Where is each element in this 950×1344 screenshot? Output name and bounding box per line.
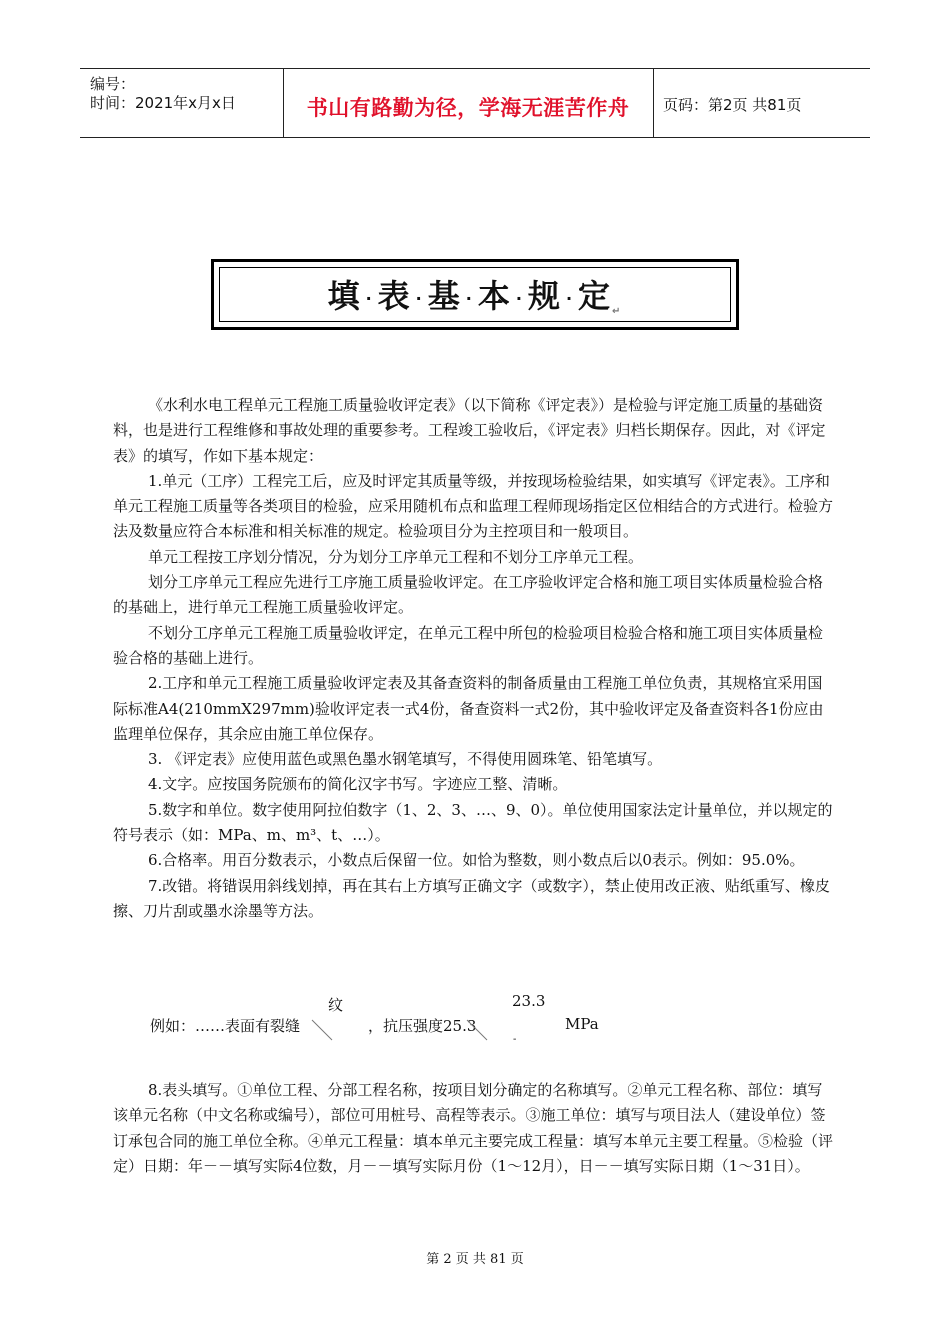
example-middle: ，抗压强度25.3 [368,1017,477,1035]
page-footer: 第 2 页 共 81 页 [426,1252,524,1267]
strike-slash-icon [465,1018,495,1043]
example-mark: - [513,1034,517,1045]
intro-paragraph: 《水利水电工程单元工程施工质量验收评定表》（以下简称《评定表》）是检验与评定施工质量的基础资料，也是进行工程维修和事故处理的重要参考。工程竣工验收后，《评定表》归档长期保存。因此，对《评定表》的填写，作如下基本规定： [113,396,826,465]
page-header [80,68,870,138]
header-page-cell [653,69,870,137]
rule-paragraph: 划分工序单元工程应先进行工序施工质量验收评定。在工序验收评定合格和施工项目实体质量检验合格的基础上，进行单元工程施工质量验收评定。 [113,573,824,617]
document-time-label: 时间：2021年x月x日 [90,94,236,112]
title-char: 表 [377,277,412,315]
example-prefix: 例如：……表面有裂缝 [150,1017,301,1035]
rule-paragraph: 4.文字。应按国务院颁布的简化汉字书写。字迹应工整、清晰。 [148,775,568,794]
rule-paragraph: 3. 《评定表》应使用蓝色或黑色墨水钢笔填写，不得使用圆珠笔、铅笔填写。 [148,750,663,769]
rule-paragraph: 单元工程按工序划分情况，分为划分工序单元工程和不划分工序单元工程。 [148,547,644,566]
header-motto-cell [283,69,654,137]
title-frame [211,259,739,330]
header-motto: 书山有路勤为径，学海无涯苦作舟 [306,96,630,120]
correction-example [150,990,650,1050]
title-char: 规 [527,277,562,315]
rules-body-continued [113,1078,835,1179]
rule-paragraph: 6.合格率。用百分数表示，小数点后保留一位。如恰为整数，则小数点后以0表示。例如：95.0%。 [148,851,805,870]
rule-paragraph: 5.数字和单位。数字使用阿拉伯数字（1、2、3、…、9、0）。单位使用国家法定计量单位，并以规定的符号表示（如：MPa、m、m³、t、…）。 [113,800,833,845]
rule-paragraph: 不划分工序单元工程施工质量验收评定，在单元工程中所包的检验项目检验合格和施工项目实体质量检验合格的基础上进行。 [113,623,824,667]
title-char: 基 [427,277,462,315]
title-char: 定 [578,277,613,315]
strike-slash-icon [310,1018,340,1043]
title-char: 填 [327,277,362,315]
rule-paragraph: 2.工序和单元工程施工质量验收评定表及其备查资料的制备质量由工程施工单位负责，其规格宜采用国际标准A4(210mmX297mm)验收评定表一式4份，备查资料一式2份，其中验收评定及备查资料各1份应由监理单位保存，其余应由施工单位保存。 [113,674,824,743]
rule-paragraph: 7.改错。将错误用斜线划掉，再在其右上方填写正确文字（或数字），禁止使用改正液、贴纸重写、橡皮擦、刀片刮或墨水涂墨等方法。 [113,876,830,920]
page-title: 填 · 表 · 基 · 本 · 规 · 定↵ [327,277,623,317]
header-page-label: 页码：第2页 共81页 [663,96,802,114]
example-unit: MPa [565,1015,599,1033]
header-info-cell [80,69,284,137]
correction-value: 23.3 [512,992,546,1010]
correction-word: 纹 [328,996,344,1014]
rule-paragraph: 1.单元（工序）工程完工后，应及时评定其质量等级，并按现场检验结果，如实填写《评定表》。工序和单元工程施工质量等各类项目的检验，应采用随机布点和监理工程师现场指定区位相结合的方式进行。检验方法及数量应符合本标准和相关标准的规定。检验项目分为主控项目和一般项目。 [113,471,834,541]
return-mark-icon: ↵ [612,306,623,317]
title-char: 本 [477,277,512,315]
rule-paragraph-8: 8.表头填写。①单位工程、分部工程名称，按项目划分确定的名称填写。②单元工程名称、部位：填写该单元名称（中文名称或编号），部位可用桩号、高程等表示。③施工单位：填写与项目法人（建设单位）签订承包合同的施工单位全称。④单元工程量：填本单元主要完成工程量：填写本单元主要工程量。⑤检验（评定）日期：年－－填写实际4位数，月－－填写实际月份（1～12月），日－－填写实际日期（1～31日）。 [113,1081,834,1175]
document-number-label: 编号： [90,75,136,93]
rules-body [113,393,835,924]
